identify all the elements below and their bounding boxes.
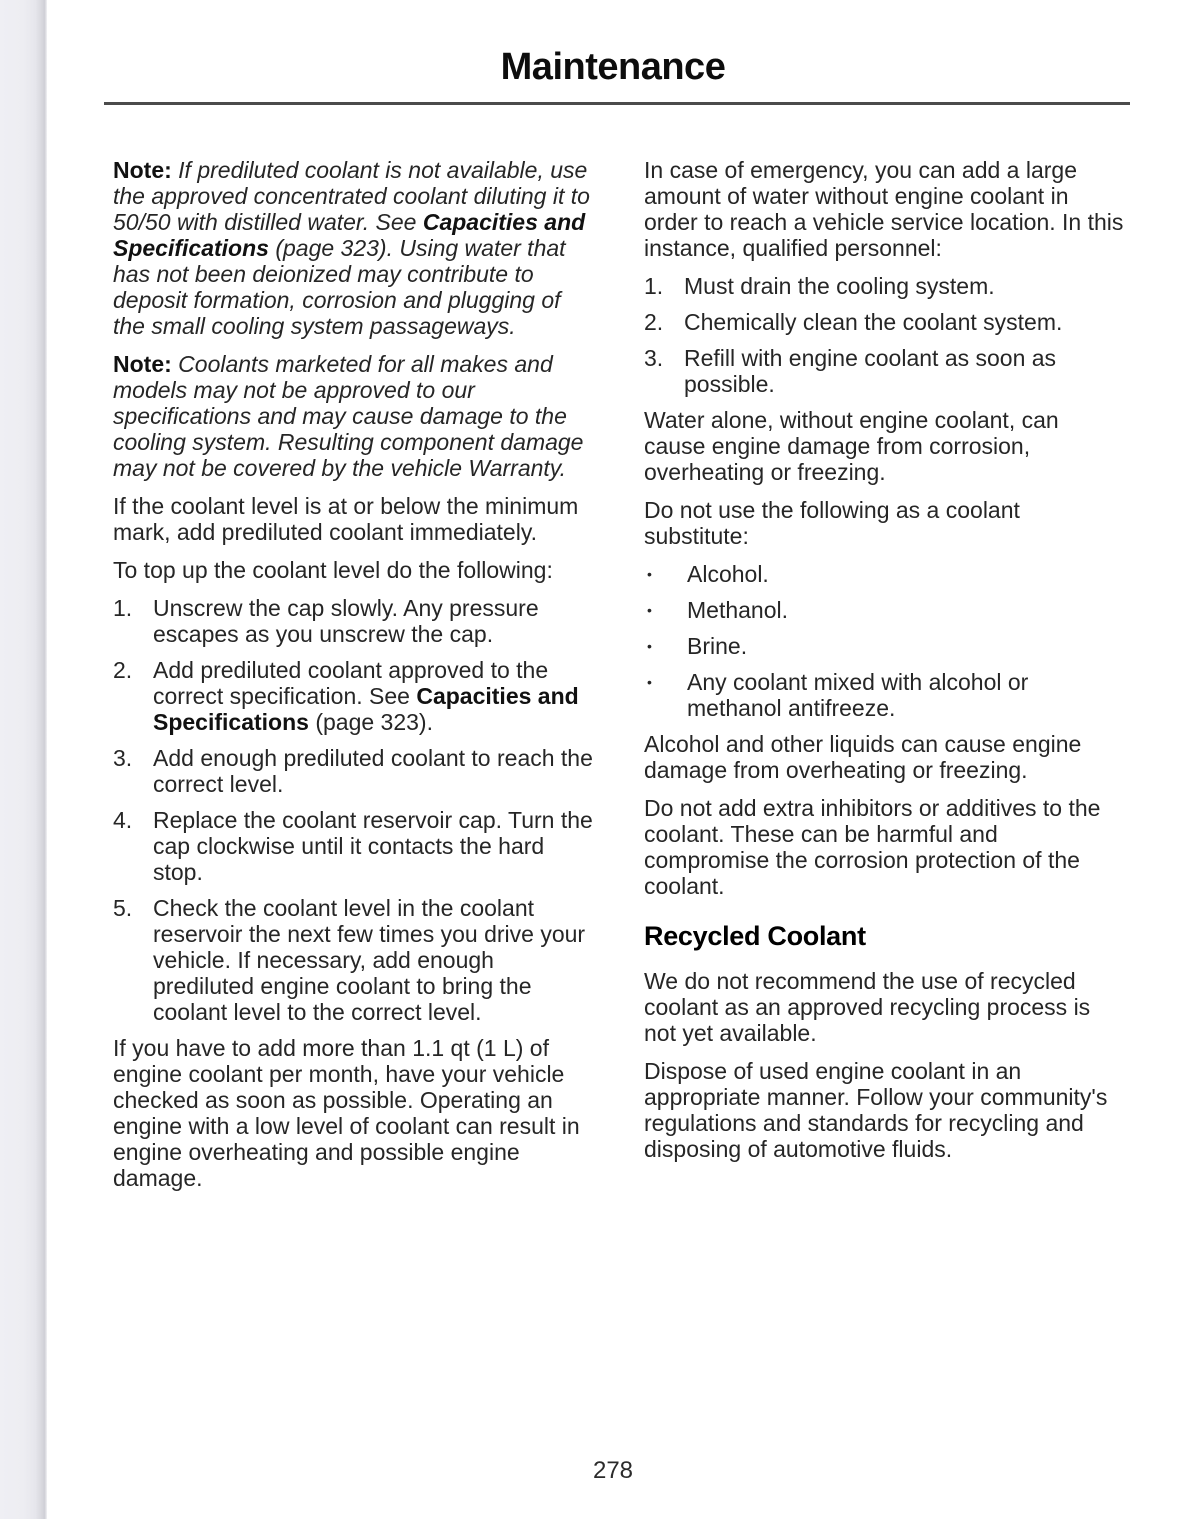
list-item-text: Check the coolant level in the coolant reservoir the next few times you drive your vehicle. If necessary, add enough prediluted engine coolant to bring the coolant level to the correct level. xyxy=(153,895,586,1025)
body-paragraph: To top up the coolant level do the following: xyxy=(113,557,553,583)
list-number: 3. xyxy=(113,745,133,771)
list-item-text: Chemically clean the coolant system. xyxy=(684,309,1063,335)
list-item xyxy=(644,633,1125,659)
body-paragraph: We do not recommend the use of recycled coolant as an approved recycling process is not yet available. xyxy=(644,968,1091,1046)
list-item xyxy=(113,595,594,647)
note-text: (page 323). Using water that has not been deionized may contribute to deposit formation, corrosion and plugging of the small cooling system passageways. xyxy=(113,235,566,339)
bullet-icon: • xyxy=(647,674,652,690)
body-paragraph: Do not use the following as a coolant substitute: xyxy=(644,497,1020,549)
list-item xyxy=(113,745,594,797)
left-column xyxy=(113,157,594,1203)
bullet-icon: • xyxy=(647,566,652,582)
body-paragraph: Do not add extra inhibitors or additives to the coolant. These can be harmful and compromise the corrosion protection of the coolant. xyxy=(644,795,1101,899)
list-number: 2. xyxy=(644,309,664,335)
page-header xyxy=(47,0,1179,105)
numbered-list xyxy=(644,273,1125,397)
page-left-gutter xyxy=(0,0,47,1519)
page-title: Maintenance xyxy=(500,46,726,88)
note-label: Note: xyxy=(113,157,172,183)
list-number: 1. xyxy=(113,595,133,621)
list-item xyxy=(113,657,594,735)
bullet-list xyxy=(644,561,1125,721)
list-item-text: Methanol. xyxy=(687,597,789,623)
list-number: 4. xyxy=(113,807,133,833)
bullet-icon: • xyxy=(647,602,652,618)
body-paragraph: Dispose of used engine coolant in an appropriate manner. Follow your community's regulations and standards for recycling and disposing of automotive fluids. xyxy=(644,1058,1108,1162)
list-item-text: Brine. xyxy=(687,633,748,659)
list-item-text: Any coolant mixed with alcohol or methanol antifreeze. xyxy=(687,669,1029,721)
list-item-text: Unscrew the cap slowly. Any pressure escapes as you unscrew the cap. xyxy=(153,595,539,647)
two-column-body xyxy=(47,105,1179,1203)
list-item-text: Must drain the cooling system. xyxy=(684,273,995,299)
page-number: 278 xyxy=(592,1457,634,1484)
numbered-list xyxy=(113,595,594,1025)
list-number: 3. xyxy=(644,345,664,371)
note-text: Coolants marketed for all makes and models may not be approved to our specifications and may cause damage to the cooling system. Resulting component damage may not be covered by the vehicle Warranty. xyxy=(113,351,584,481)
manual-page xyxy=(47,0,1179,1519)
note-paragraph xyxy=(113,157,594,339)
list-item xyxy=(644,345,1125,397)
list-item xyxy=(644,561,1125,587)
body-paragraph: In case of emergency, you can add a large amount of water without engine coolant in order to reach a vehicle service location. In this instance, qualified personnel: xyxy=(644,157,1124,261)
body-paragraph: Water alone, without engine coolant, can cause engine damage from corrosion, overheating or freezing. xyxy=(644,407,1059,485)
list-item-text: Refill with engine coolant as soon as possible. xyxy=(684,345,1057,397)
list-item xyxy=(644,273,1125,299)
section-heading: Recycled Coolant xyxy=(644,921,866,951)
list-number: 1. xyxy=(644,273,664,299)
list-item xyxy=(113,807,594,885)
body-paragraph: If you have to add more than 1.1 qt (1 L) of engine coolant per month, have your vehicle checked as soon as possible. Operating an engine with a low level of coolant can result in engine overheating and possible engine damage. xyxy=(113,1035,580,1191)
list-item-text: Alcohol. xyxy=(687,561,769,587)
list-item xyxy=(644,669,1125,721)
list-item xyxy=(113,895,594,1025)
list-item xyxy=(644,309,1125,335)
bullet-icon: • xyxy=(647,638,652,654)
note-label: Note: xyxy=(113,351,172,377)
cross-reference: Capacities and Specifications xyxy=(113,209,586,261)
note-text: If prediluted coolant is not available, use the approved concentrated coolant diluting it to 50/50 with distilled water. See xyxy=(113,157,590,235)
cross-reference: Capacities and Specifications xyxy=(153,683,579,735)
list-item xyxy=(644,597,1125,623)
list-item-text: Replace the coolant reservoir cap. Turn the cap clockwise until it contacts the hard stop. xyxy=(153,807,593,885)
body-paragraph: If the coolant level is at or below the minimum mark, add prediluted coolant immediately. xyxy=(113,493,579,545)
list-item-text: Add enough prediluted coolant to reach the correct level. xyxy=(153,745,593,797)
list-item-text: Add prediluted coolant approved to the correct specification. See Capacities and Specifications (page 323). xyxy=(153,657,579,735)
body-paragraph: Alcohol and other liquids can cause engine damage from overheating or freezing. xyxy=(644,731,1082,783)
note-paragraph xyxy=(113,351,594,481)
list-number: 5. xyxy=(113,895,133,921)
list-number: 2. xyxy=(113,657,133,683)
right-column xyxy=(644,157,1125,1203)
